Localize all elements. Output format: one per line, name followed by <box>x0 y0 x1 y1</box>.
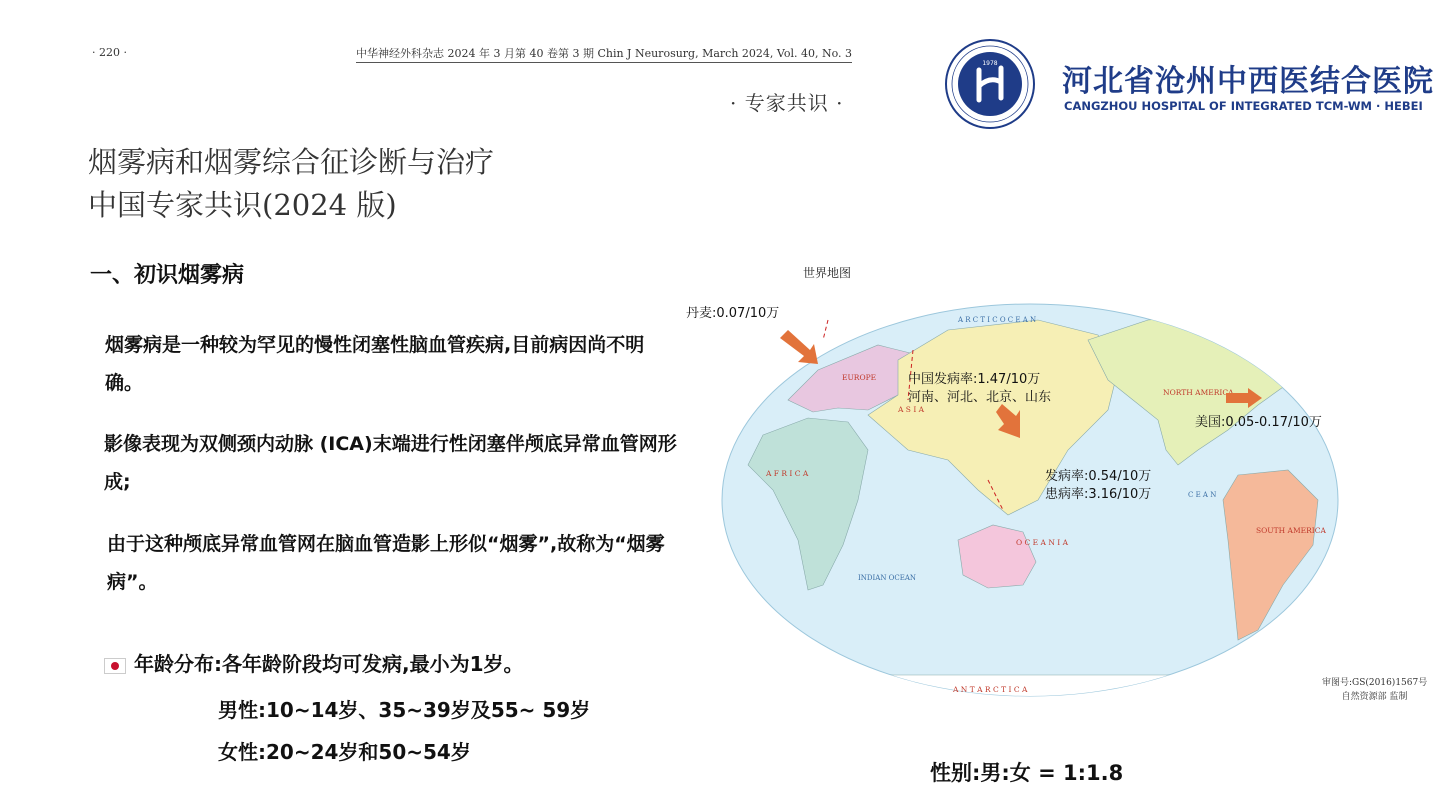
map-title: 世界地图 <box>803 266 852 280</box>
label-asia: A S I A <box>898 405 925 414</box>
annotation-china-rate: 中国发病率:1.47/10万 <box>908 372 1041 387</box>
label-europe: EUROPE <box>842 373 877 382</box>
label-pacific-ocean: C E A N <box>1188 491 1217 499</box>
map-approval-issuer: 自然资源部 监制 <box>1341 692 1408 702</box>
journal-citation: 中华神经外科杂志 2024 年 3 月第 40 卷第 3 期 Chin J Neurosurg, March 2024, Vol. 40, No. 3 <box>356 45 852 63</box>
document-title-line2: 中国专家共识(2024 版) <box>88 188 397 222</box>
paragraph-imaging: 影像表现为双侧颈内动脉 (ICA)末端进行性闭塞伴颅底异常血管网形成; <box>104 433 677 493</box>
logo-year: 1978 <box>982 60 998 67</box>
gender-ratio: 性别:男:女 = 1:1.8 <box>930 761 1124 785</box>
label-africa: A F R I C A <box>766 469 809 478</box>
world-map <box>718 300 1343 705</box>
map-approval-note <box>1322 676 1427 704</box>
label-indian-ocean: INDIAN OCEAN <box>858 574 917 582</box>
label-oceania: O C E A N I A <box>1016 538 1069 547</box>
label-antarctica: A N T A R C T I C A <box>953 685 1028 694</box>
female-age-peaks: 女性:20~24岁和50~54岁 <box>218 740 471 764</box>
annotation-usa: 美国:0.05-0.17/10万 <box>1195 415 1322 430</box>
label-arctic-ocean: A R C T I C O C E A N <box>958 316 1037 324</box>
section-tag: · 专家共识 · <box>730 91 844 115</box>
age-distribution <box>104 648 524 677</box>
document-title-line1: 烟雾病和烟雾综合征诊断与治疗 <box>88 145 495 179</box>
paragraph-definition: 烟雾病是一种较为罕见的慢性闭塞性脑血管疾病,目前病因尚不明确。 <box>105 334 645 394</box>
japan-flag-icon <box>104 658 126 674</box>
page-number: · 220 · <box>92 46 127 59</box>
label-south-america: SOUTH AMERICA <box>1256 526 1326 535</box>
paragraph-naming: 由于这种颅底异常血管网在脑血管造影上形似“烟雾”,故称为“烟雾病”。 <box>107 533 665 593</box>
annotation-japan-incidence: 发病率:0.54/10万 <box>1045 469 1152 484</box>
section-heading: 一、初识烟雾病 <box>90 263 245 288</box>
male-age-peaks: 男性:10~14岁、35~39岁及55~ 59岁 <box>218 698 591 722</box>
hospital-name-cn: 河北省沧州中西医结合医院 <box>1062 64 1434 99</box>
age-distribution-text: 年龄分布:各年龄阶段均可发病,最小为1岁。 <box>134 652 524 676</box>
hospital-logo <box>945 38 1035 130</box>
arrow-denmark <box>780 330 818 364</box>
annotation-japan-prevalence: 患病率:3.16/10万 <box>1045 487 1152 502</box>
map-approval-number: 审图号:GS(2016)1567号 <box>1322 678 1428 688</box>
antarctica-landmass <box>718 675 1343 705</box>
label-north-america: NORTH AMERICA <box>1163 388 1234 397</box>
annotation-china-regions: 河南、河北、北京、山东 <box>908 390 1052 405</box>
annotation-denmark: 丹麦:0.07/10万 <box>686 306 780 321</box>
hospital-name-en: CANGZHOU HOSPITAL OF INTEGRATED TCM-WM · HEBEI <box>1064 99 1423 113</box>
